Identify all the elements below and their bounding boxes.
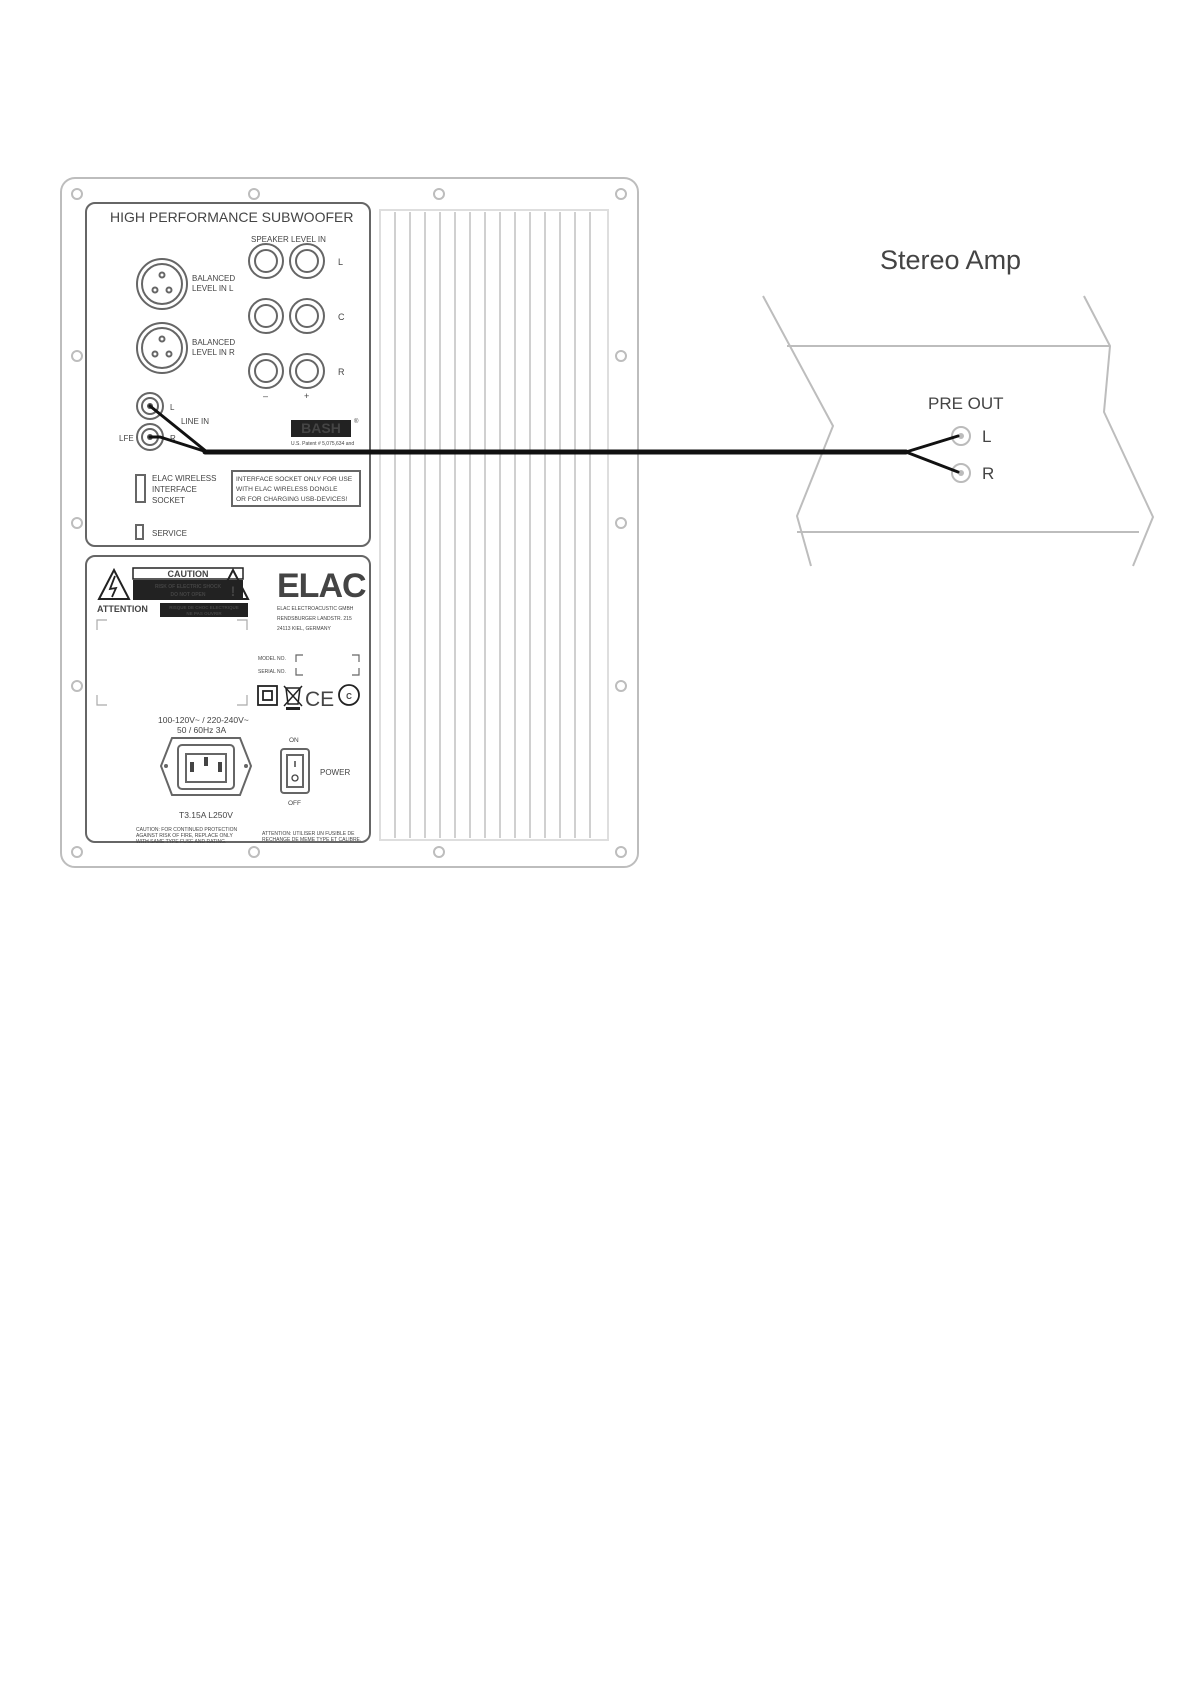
line-in-label: LINE IN	[181, 417, 210, 426]
svg-text:BASH: BASH	[301, 420, 341, 436]
ce-mark-icon: CE	[305, 688, 335, 711]
xlr-input-l	[137, 259, 187, 309]
balanced-r-label-1: BALANCED	[192, 338, 236, 347]
line-in-r-label: R	[170, 434, 176, 443]
csa-mark-icon	[339, 685, 359, 705]
address-line-3: 24113 KIEL, GERMANY	[277, 626, 331, 632]
serial-no-label: SERIAL NO.	[258, 669, 286, 675]
svg-text:®: ®	[354, 419, 359, 425]
subwoofer-title: HIGH PERFORMANCE SUBWOOFER	[110, 209, 354, 225]
caution-fuse-1: CAUTION: FOR CONTINUED PROTECTION	[136, 827, 238, 833]
heat-sink	[380, 210, 608, 840]
model-serial-fields	[296, 655, 359, 675]
line-in-l-label: L	[170, 403, 175, 412]
xlr-input-r	[137, 323, 187, 373]
minus-label: –	[263, 391, 269, 401]
power-inlet	[161, 738, 251, 795]
amp-title: Stereo Amp	[880, 245, 1022, 275]
balanced-r-label-2: LEVEL IN R	[192, 348, 235, 357]
balanced-l-label-1: BALANCED	[192, 274, 236, 283]
interface-note-2: WITH ELAC WIRELESS DONGLE	[236, 486, 338, 493]
fuse-label: T3.15A L250V	[179, 810, 233, 820]
plus-label: +	[304, 391, 310, 401]
mounting-screws	[72, 189, 626, 857]
svg-text:CAUTION: CAUTION	[167, 569, 209, 579]
amp-outline	[763, 296, 1153, 566]
svg-text:DO NOT OPEN: DO NOT OPEN	[170, 592, 206, 598]
svg-text:RISQUE DE CHOC ELECTRIQUE: RISQUE DE CHOC ELECTRIQUE	[169, 605, 239, 610]
input-panel	[86, 203, 370, 546]
interface-note-3: OR FOR CHARGING USB-DEVICES!	[236, 496, 348, 503]
power-label: POWER	[320, 768, 351, 777]
stereo-amp	[763, 245, 1153, 566]
balanced-l-label-2: LEVEL IN L	[192, 284, 234, 293]
attention-fuse-2: RECHANGE DE MEME TYPE ET CALIBRE.	[262, 837, 362, 843]
cable-amp-r-branch	[906, 452, 958, 472]
svg-text:U.S. Patent # 5,075,634 and: U.S. Patent # 5,075,634 and	[291, 441, 355, 447]
speaker-l-label: L	[338, 257, 344, 267]
cable-amp-l-branch	[906, 436, 958, 452]
bash-logo	[291, 418, 359, 447]
plate-outline	[61, 178, 638, 867]
elac-logo: ELAC	[277, 567, 366, 605]
interface-note-1: INTERFACE SOCKET ONLY FOR USE	[236, 476, 353, 483]
voltage-label-2: 50 / 60Hz 3A	[177, 725, 227, 735]
switch-on-label: ON	[289, 737, 299, 744]
svg-text:NE PAS OUVRIR: NE PAS OUVRIR	[186, 611, 222, 616]
cable-sub-l-branch	[150, 406, 210, 452]
wireless-label-2: INTERFACE	[152, 485, 197, 494]
service-port-icon	[136, 525, 143, 539]
certification-marks	[258, 685, 359, 711]
caution-fuse-2: AGAINST RISK OF FIRE, REPLACE ONLY	[136, 833, 233, 839]
pre-out-l-label: L	[982, 427, 992, 446]
speaker-r-label: R	[338, 367, 345, 377]
service-label: SERVICE	[152, 529, 187, 538]
address-line-1: ELAC ELECTROACUSTIC GMBH	[277, 606, 354, 612]
lfe-label: LFE	[119, 434, 134, 443]
pre-out-label: PRE OUT	[928, 394, 1004, 413]
voltage-label-1: 100-120V~ / 220-240V~	[158, 715, 249, 725]
double-insulation-icon	[258, 686, 277, 705]
usb-socket-icon	[136, 475, 145, 502]
label-area-corners	[97, 620, 247, 705]
wireless-label-1: ELAC WIRELESS	[152, 474, 217, 483]
speaker-c-label: C	[338, 312, 345, 322]
rca-cable	[150, 406, 958, 472]
caution-fuse-3: WITH SAME TYPE FUSE AND RATING.	[136, 839, 227, 845]
wireless-label-3: SOCKET	[152, 496, 185, 505]
power-switch	[281, 749, 309, 793]
address-line-2: RENDSBURGER LANDSTR. 215	[277, 616, 352, 622]
svg-text:RISK OF ELECTRIC SHOCK: RISK OF ELECTRIC SHOCK	[154, 584, 222, 590]
model-no-label: MODEL NO.	[258, 656, 286, 662]
pre-out-jack-r	[952, 464, 970, 482]
weee-bin-icon	[284, 686, 302, 710]
speaker-level-in-label: SPEAKER LEVEL IN	[251, 235, 326, 244]
svg-text:ATTENTION: ATTENTION	[97, 604, 148, 614]
subwoofer-back-panel	[61, 178, 638, 867]
switch-off-label: OFF	[288, 800, 301, 807]
svg-text:C: C	[346, 692, 352, 701]
caution-label	[97, 568, 248, 617]
svg-text:!: !	[230, 583, 236, 599]
pre-out-r-label: R	[982, 464, 995, 483]
speaker-terminals	[249, 244, 324, 388]
attention-fuse-1: ATTENTION: UTILISER UN FUSIBLE DE	[262, 831, 355, 837]
